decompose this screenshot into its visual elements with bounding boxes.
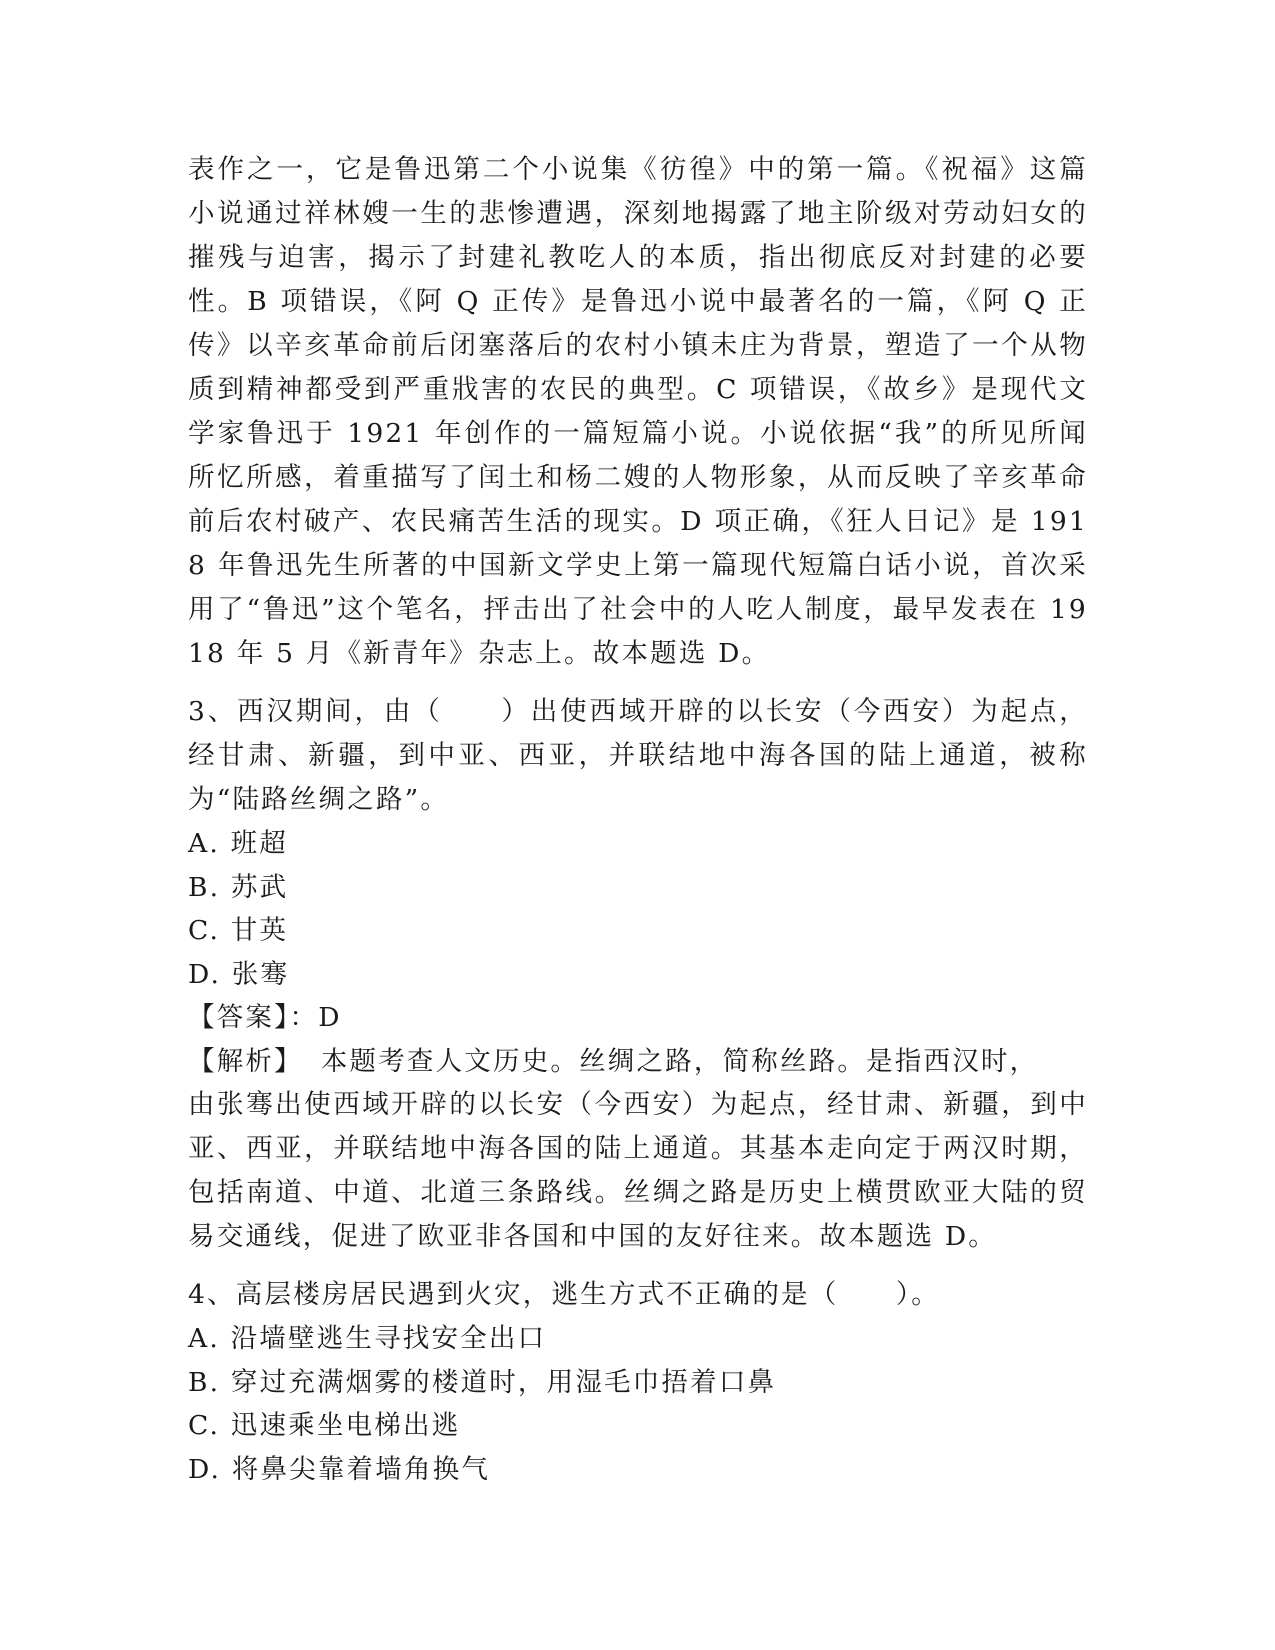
q3-analysis-first: 本题考查人文历史。丝绸之路，简称丝路。是指西汉时， [320, 1045, 1039, 1077]
q4-option-d: D. 将鼻尖靠着墙角换气 [188, 1453, 491, 1485]
q3-answer-value: D [318, 1002, 342, 1033]
document-page [188, 148, 1088, 1491]
q3-analysis-first-line [188, 1040, 1088, 1084]
q4-option-c: C. 迅速乘坐电梯出逃 [188, 1410, 461, 1441]
q4-option-a: A. 沿墙壁逃生寻找安全出口 [188, 1323, 547, 1354]
q3-answer-label: 【答案】： [188, 1002, 319, 1033]
q3-analysis-label: 【解析】 [188, 1045, 303, 1077]
q4-stem: 4、高层楼房居民遇到火灾，逃生方式不正确的是（ ）。 [188, 1279, 941, 1310]
question-4 [188, 1273, 1088, 1491]
q3-option-b: B. 苏武 [188, 871, 289, 903]
q2-analysis-continued: 表作之一，它是鲁迅第二个小说集《彷徨》中的第一篇。《祝福》这篇小说通过祥林嫂一生的悲惨遭遇，深刻地揭露了地主阶级对劳动妇女的摧残与迫害，揭示了封建礼教吃人的本质，指出彻底反对封建的必要性。B 项错误，《阿 Q 正传》是鲁迅小说中最著名的一篇，《阿 Q 正传》以辛亥革命前后闭塞落后的农村小镇未庄为背景，塑造了一个从物质到精神都受到严重戕害的农民的典型。C 项错误，《故乡》是现代文学家鲁迅于 1921 年创作的一篇短篇小说。小说依据“我”的所见所闻所忆所感，着重描写了闰土和杨二嫂的人物形象，从而反映了辛亥革命前后农村破产、农民痛苦生活的现实。D 项正确，《狂人日记》是 1918 年鲁迅先生所著的中国新文学史上第一篇现代短篇白话小说，首次采用了“鲁迅”这个笔名，抨击出了社会中的人吃人制度，最早发表在 1918 年 5 月《新青年》杂志上。故本题选 D。 [188, 154, 1088, 669]
q3-answer [188, 996, 1088, 1040]
q4-option-b: B. 穿过充满烟雾的楼道时，用湿毛巾捂着口鼻 [188, 1366, 777, 1398]
q3-stem: 3、西汉期间，由（ ）出使西域开辟的以长安（今西安）为起点，经甘肃、新疆，到中亚、西亚，并联结地中海各国的陆上通道，被称为“陆路丝绸之路”。 [188, 696, 1088, 815]
q3-option-d: D. 张骞 [188, 958, 290, 990]
q3-analysis-rest: 由张骞出使西域开辟的以长安（今西安）为起点，经甘肃、新疆，到中亚、西亚，并联结地中海各国的陆上通道。其基本走向定于两汉时期，包括南道、中道、北道三条路线。丝绸之路是历史上横贯欧亚大陆的贸易交通线，促进了欧亚非各国和中国的友好往来。故本题选 D。 [188, 1089, 1088, 1252]
q3-option-a: A. 班超 [188, 828, 288, 859]
question-3 [188, 690, 1088, 1259]
q3-option-c: C. 甘英 [188, 915, 289, 946]
